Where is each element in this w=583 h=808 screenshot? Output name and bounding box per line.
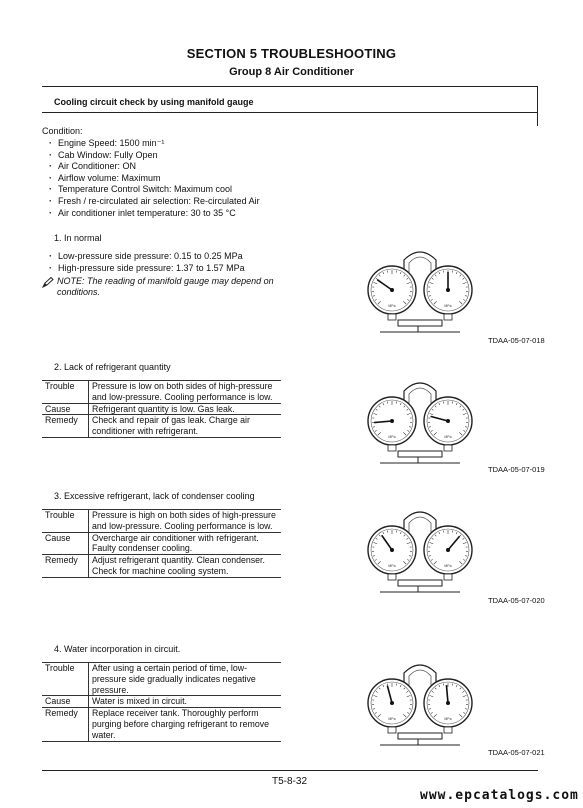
row-value: After using a certain period of time, low-pressure side gradually indicates negative pressure. [89, 663, 282, 696]
figure-id: TDAA-05-07-019 [488, 465, 545, 474]
condition-item: · Airflow volume: Maximum [48, 173, 260, 185]
row-value: Replace receiver tank. Thoroughly perform purging before charging refrigerant to remove water. [89, 708, 282, 741]
normal-item: · Low-pressure side pressure: 0.15 to 0.25 MPa [48, 251, 245, 263]
svg-text:MPa: MPa [444, 564, 452, 568]
footer-rule [42, 770, 538, 771]
row-value: Adjust refrigerant quantity. Clean condenser. Check for machine cooling system. [89, 555, 282, 578]
svg-text:MPa: MPa [388, 304, 396, 308]
manifold-body [398, 451, 442, 457]
figure-id: TDAA-05-07-018 [488, 336, 545, 345]
high-pressure-gauge [424, 526, 472, 580]
case-title: 2. Lack of refrigerant quantity [54, 362, 171, 372]
normal-item: · High-pressure side pressure: 1.37 to 1.57 MPa [48, 263, 245, 275]
note-text-cont: conditions. [57, 287, 101, 297]
manifold-gauge-figure [360, 373, 480, 465]
row-value: Pressure is high on both sides of high-pressure and low-pressure. Cooling performance is low. [89, 510, 282, 533]
row-value: Refrigerant quantity is low. Gas leak. [89, 403, 282, 415]
table-row [42, 403, 281, 415]
manifold-gauge-figure [360, 242, 480, 334]
svg-text:MPa: MPa [444, 717, 452, 721]
low-pressure-gauge [368, 679, 416, 733]
manifold-gauge-figure [360, 655, 480, 747]
condition-list [48, 138, 260, 219]
table-row [42, 663, 281, 696]
row-key: Cause [42, 403, 89, 415]
row-value: Pressure is low on both sides of high-pressure and low-pressure. Cooling performance is low. [89, 381, 282, 404]
svg-text:MPa: MPa [444, 435, 452, 439]
row-key: Remedy [42, 555, 89, 578]
svg-text:MPa: MPa [388, 435, 396, 439]
normal-title: 1. In normal [54, 233, 102, 243]
table-row [42, 555, 281, 578]
manifold-body [398, 580, 442, 586]
note-text: NOTE: The reading of manifold gauge may depend on [57, 276, 274, 286]
row-key: Trouble [42, 663, 89, 696]
group-title: Group 8 Air Conditioner [229, 66, 354, 78]
low-pressure-gauge [368, 266, 416, 320]
svg-text:MPa: MPa [444, 304, 452, 308]
manifold-body [398, 733, 442, 739]
page-number: T5-8-32 [272, 776, 308, 787]
figure-id: TDAA-05-07-020 [488, 596, 545, 605]
low-pressure-gauge [368, 397, 416, 451]
case-title: 3. Excessive refrigerant, lack of condenser cooling [54, 491, 255, 501]
condition-label: Condition: [42, 126, 83, 136]
heading-rule [42, 112, 538, 113]
page-heading: Cooling circuit check by using manifold gauge [54, 97, 254, 107]
high-pressure-gauge [424, 679, 472, 733]
high-pressure-gauge [424, 266, 472, 320]
case-title: 4. Water incorporation in circuit. [54, 644, 181, 654]
figure-id: TDAA-05-07-021 [488, 748, 545, 757]
troubleshoot-table [42, 380, 281, 438]
low-pressure-gauge [368, 526, 416, 580]
condition-item: · Temperature Control Switch: Maximum cool [48, 184, 260, 196]
condition-item: · Engine Speed: 1500 min⁻¹ [48, 138, 260, 150]
row-key: Cause [42, 532, 89, 555]
watermark: www.epcatalogs.com [420, 788, 579, 803]
condition-item: · Air Conditioner: ON [48, 161, 260, 173]
normal-list [48, 251, 245, 274]
row-value: Water is mixed in circuit. [89, 696, 282, 708]
svg-text:MPa: MPa [388, 564, 396, 568]
high-pressure-gauge [424, 397, 472, 451]
condition-item: · Air conditioner inlet temperature: 30 to 35 °C [48, 208, 260, 220]
troubleshoot-table [42, 662, 281, 742]
table-row [42, 708, 281, 741]
table-row [42, 510, 281, 533]
svg-text:MPa: MPa [388, 717, 396, 721]
table-row [42, 381, 281, 404]
row-key: Cause [42, 696, 89, 708]
manifold-gauge-figure [360, 502, 480, 594]
table-row [42, 415, 281, 438]
condition-item: · Cab Window: Fully Open [48, 150, 260, 162]
row-key: Remedy [42, 708, 89, 741]
row-value: Check and repair of gas leak. Charge air conditioner with refrigerant. [89, 415, 282, 438]
row-value: Overcharge air conditioner with refrigerant. Faulty condenser cooling. [89, 532, 282, 555]
note-icon [42, 275, 54, 286]
section-title: SECTION 5 TROUBLESHOOTING [186, 46, 397, 61]
manifold-body [398, 320, 442, 326]
table-row [42, 532, 281, 555]
row-key: Trouble [42, 381, 89, 404]
table-row [42, 696, 281, 708]
row-key: Trouble [42, 510, 89, 533]
header-rule [42, 86, 538, 87]
troubleshoot-table [42, 509, 281, 578]
condition-item: · Fresh / re-circulated air selection: Re-circulated Air [48, 196, 260, 208]
row-key: Remedy [42, 415, 89, 438]
header-rule-right [537, 86, 538, 126]
